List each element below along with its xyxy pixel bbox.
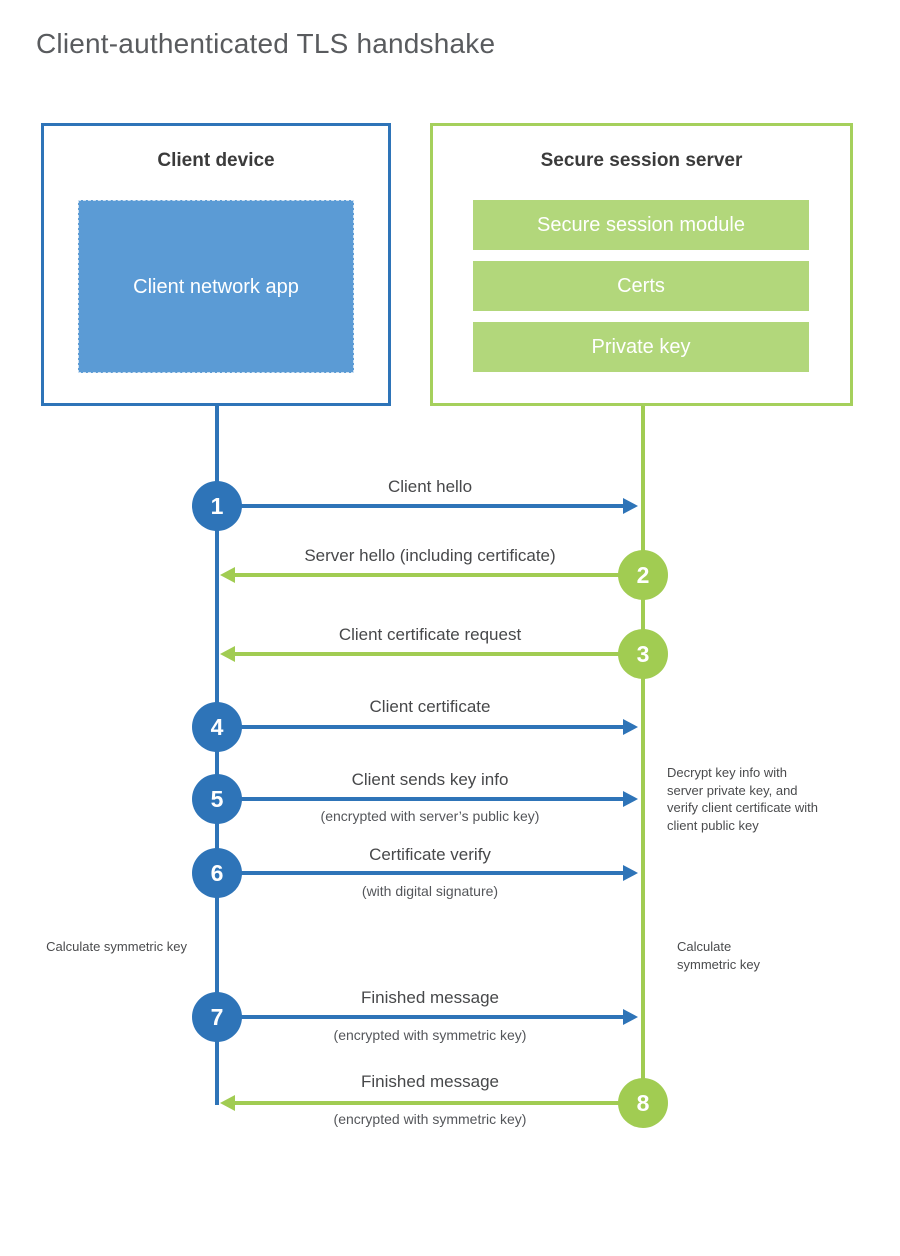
client-network-app-label: Client network app [133,275,299,298]
arrowhead-right-icon [623,498,638,514]
message-arrow-line [235,652,643,656]
message-label: Certificate verify [369,845,491,864]
calculate-symmetric-key-note-server: Calculate symmetric key [677,939,761,972]
message-label: Server hello (including certificate) [304,546,556,565]
message-sublabel: (with digital signature) [361,883,499,899]
decrypt-note: Decrypt key info with server private key, and verify client certificate with client public key [667,765,818,833]
step-circle: 1 [192,481,242,531]
message-label: Client certificate [369,697,491,716]
arrowhead-right-icon [623,865,638,881]
server-module-private-key: Private key [473,322,809,372]
step-circle: 7 [192,992,242,1042]
arrowhead-right-icon [623,719,638,735]
message-arrow-line [235,573,643,577]
message-label: Finished message [361,988,499,1007]
client-device-title: Client device [157,150,275,171]
message-arrow-line [217,871,623,875]
secure-session-server-box [430,123,853,406]
message-sublabel: (encrypted with symmetric key) [333,1111,527,1127]
client-network-app-box [78,200,354,373]
message-sublabel: (encrypted with server’s public key) [320,808,540,824]
arrowhead-left-icon [220,567,235,583]
server-module-secure-session: Secure session module [473,200,809,250]
secure-session-server-title: Secure session server [540,150,743,171]
arrowhead-left-icon [220,1095,235,1111]
step-circle: 5 [192,774,242,824]
message-label: Finished message [361,1072,499,1091]
arrowhead-right-icon [623,1009,638,1025]
message-arrow-line [217,797,623,801]
message-arrow-line [217,725,623,729]
arrowhead-left-icon [220,646,235,662]
message-arrow-line [235,1101,643,1105]
step-circle: 8 [618,1078,668,1128]
calculate-symmetric-key-note-client: Calculate symmetric key [46,939,187,954]
arrowhead-right-icon [623,791,638,807]
message-label: Client certificate request [338,625,522,644]
step-circle: 2 [618,550,668,600]
server-module-certs: Certs [473,261,809,311]
message-arrow-line [217,504,623,508]
message-arrow-line [217,1015,623,1019]
client-device-box [41,123,391,406]
message-label: Client sends key info [351,770,509,789]
message-label: Client hello [387,477,473,496]
step-circle: 4 [192,702,242,752]
page-title: Client-authenticated TLS handshake [36,28,496,59]
step-circle: 6 [192,848,242,898]
message-sublabel: (encrypted with symmetric key) [333,1027,527,1043]
step-circle: 3 [618,629,668,679]
